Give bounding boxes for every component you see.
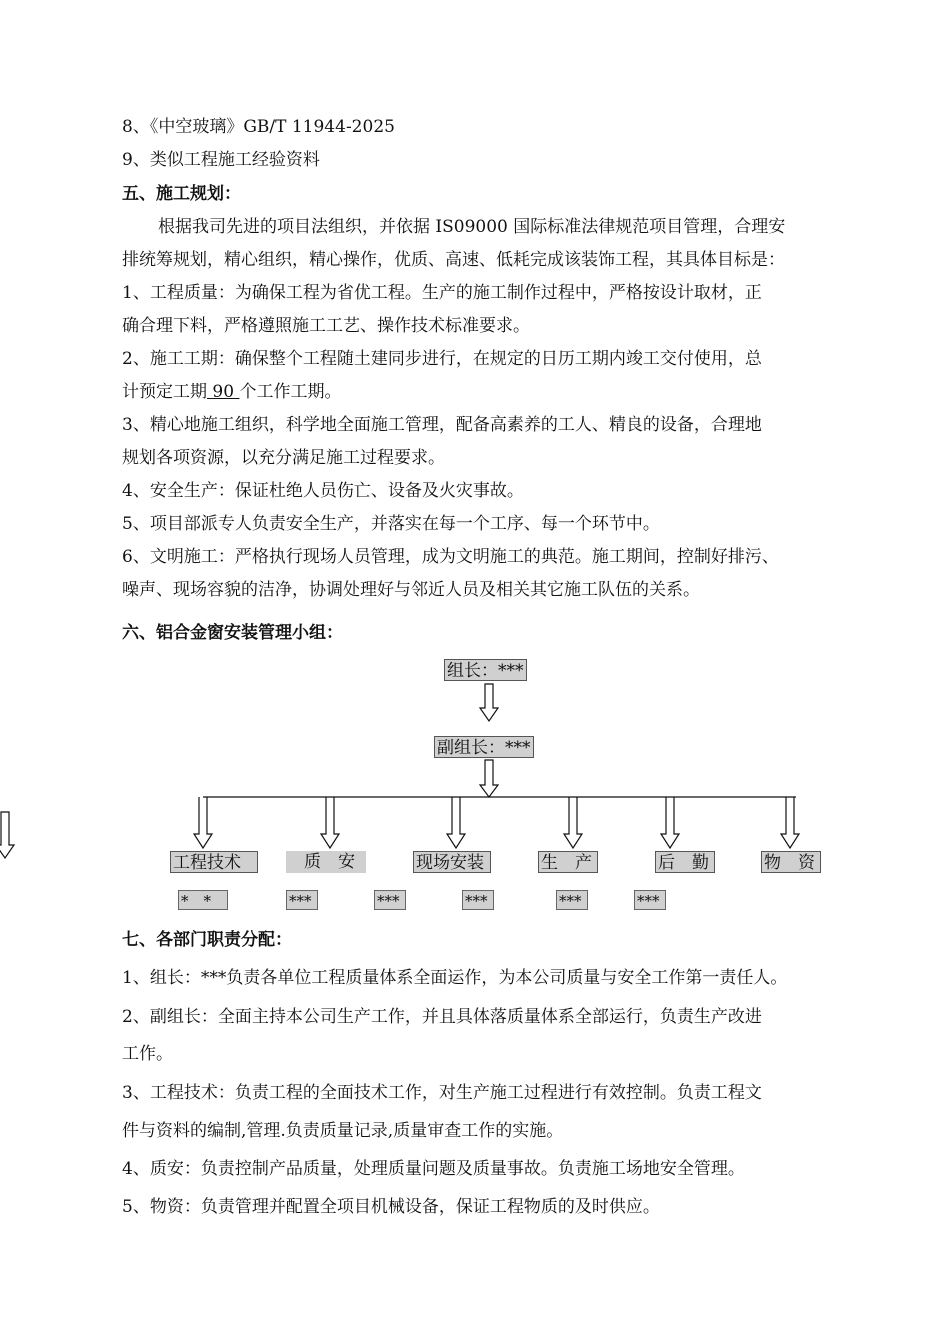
duty-engineering-line-2: 件与资料的编制,管理.负责质量记录,质量审查工作的实施。 bbox=[122, 1121, 564, 1141]
section-6-heading: 六、铝合金窗安装管理小组： bbox=[122, 623, 343, 643]
member-engineering: * * bbox=[178, 890, 228, 910]
down-arrow-icon bbox=[447, 797, 465, 848]
member-logistics: *** bbox=[556, 890, 588, 910]
down-arrow-icon bbox=[781, 797, 799, 848]
goal-2-text-post: 个工作工期。 bbox=[239, 382, 342, 402]
dept-materials-box: 物 资 bbox=[761, 851, 821, 873]
down-arrow-icon bbox=[321, 797, 339, 848]
goal-3-line-1: 3、精心地施工组织，科学地全面施工管理，配备高素养的工人、精良的设备，合理地 bbox=[122, 415, 762, 435]
duty-deputy-line-2: 工作。 bbox=[122, 1044, 173, 1064]
goal-2-line-1: 2、施工工期：确保整个工程随土建同步进行，在规定的日历工期内竣工交付使用，总 bbox=[122, 349, 762, 369]
dept-logistics-box: 后 勤 bbox=[655, 851, 715, 873]
down-arrow-icon bbox=[661, 797, 679, 848]
goal-1-line-2: 确合理下料，严格遵照施工工艺、操作技术标准要求。 bbox=[122, 316, 530, 336]
org-leader-box: 组长：*** bbox=[444, 659, 527, 681]
goal-5: 5、项目部派专人负责安全生产，并落实在每一个工序、每一个环节中。 bbox=[122, 514, 660, 534]
duty-materials: 5、物资：负责管理并配置全项目机械设备，保证工程物质的及时供应。 bbox=[122, 1197, 660, 1217]
planned-duration-value: 90 bbox=[207, 382, 240, 402]
goal-2-text-pre: 计预定工期 bbox=[122, 382, 207, 402]
reference-item-8: 8、《中空玻璃》GB/T 11944-2025 bbox=[122, 117, 395, 137]
dept-engineering-box: 工程技术 bbox=[170, 851, 258, 873]
section-5-intro-line-1: 根据我司先进的项目法组织，并依据 IS09000 国际标准法律规范项目管理，合理安 bbox=[158, 217, 786, 237]
reference-item-9: 9、类似工程施工经验资料 bbox=[122, 150, 320, 170]
duty-leader: 1、组长：***负责各单位工程质量体系全面运作，为本公司质量与安全工作第一责任人。 bbox=[122, 968, 788, 988]
down-arrow-icon bbox=[480, 684, 498, 721]
member-quality-safety: *** bbox=[286, 890, 318, 910]
down-arrow-icon bbox=[194, 797, 212, 848]
member-production: *** bbox=[462, 890, 494, 910]
goal-1-line-1: 1、工程质量：为确保工程为省优工程。生产的施工制作过程中，严格按设计取材，正 bbox=[122, 283, 762, 303]
duty-quality-safety: 4、质安：负责控制产品质量，处理质量问题及质量事故。负责施工场地安全管理。 bbox=[122, 1159, 745, 1179]
goal-6-line-2: 噪声、现场容貌的洁净，协调处理好与邻近人员及相关其它施工队伍的关系。 bbox=[122, 580, 700, 600]
dept-production-box: 生 产 bbox=[538, 851, 598, 873]
dept-site-installation-box: 现场安装 bbox=[413, 851, 491, 873]
goal-4: 4、安全生产：保证杜绝人员伤亡、设备及火灾事故。 bbox=[122, 481, 524, 501]
org-deputy-box: 副组长：*** bbox=[434, 736, 534, 758]
section-5-intro-line-2: 排统筹规划，精心组织，精心操作，优质、高速、低耗完成该装饰工程，其具体目标是： bbox=[122, 250, 785, 270]
goal-3-line-2: 规划各项资源，以充分满足施工过程要求。 bbox=[122, 448, 445, 468]
goal-6-line-1: 6、文明施工：严格执行现场人员管理，成为文明施工的典范。施工期间，控制好排污、 bbox=[122, 547, 779, 567]
member-materials: *** bbox=[634, 890, 666, 910]
dept-quality-safety-box: 质 安 bbox=[286, 851, 366, 873]
down-arrow-icon bbox=[480, 760, 498, 797]
section-5-heading: 五、施工规划： bbox=[122, 184, 241, 204]
down-arrow-icon bbox=[0, 812, 14, 858]
down-arrow-icon bbox=[564, 797, 582, 848]
duty-deputy-line-1: 2、副组长：全面主持本公司生产工作，并且具体落质量体系全部运行，负责生产改进 bbox=[122, 1007, 762, 1027]
section-7-heading: 七、各部门职责分配： bbox=[122, 930, 292, 950]
duty-engineering-line-1: 3、工程技术：负责工程的全面技术工作，对生产施工过程进行有效控制。负责工程文 bbox=[122, 1083, 762, 1103]
member-site-installation: *** bbox=[374, 890, 406, 910]
